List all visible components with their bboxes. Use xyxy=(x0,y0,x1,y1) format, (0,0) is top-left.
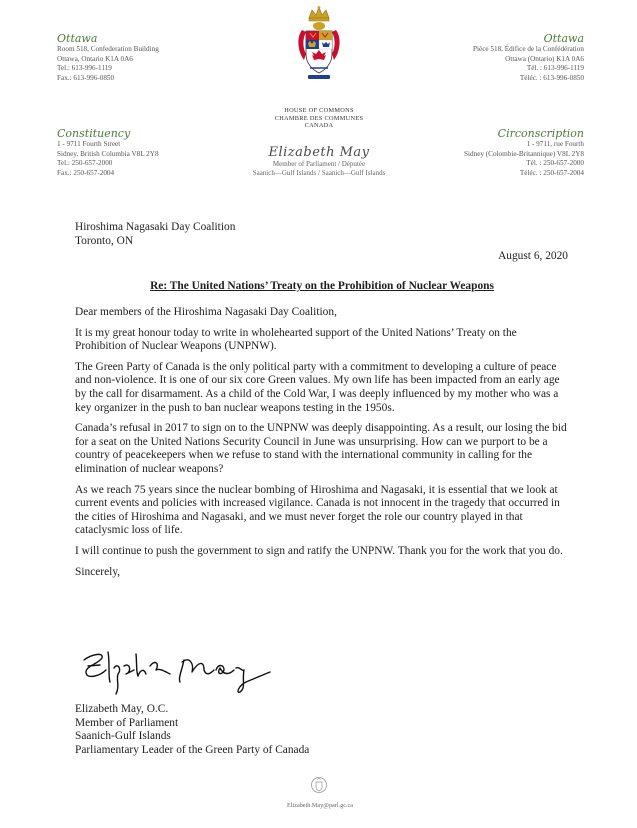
signature-line: Parliamentary Leader of the Green Party of Canada xyxy=(75,743,310,756)
body-paragraph: It is my great honour today to write in wholehearted support of the United Nations’ Treaty on the Prohibition of Nuclear Weapons (UNPNW). xyxy=(75,326,517,353)
right-office-line: Tél. : 613-996-1119 xyxy=(526,64,584,73)
coat-of-arms-icon xyxy=(292,4,346,86)
right-constituency-line: Tél. : 250-657-2000 xyxy=(526,159,584,168)
handwritten-signature xyxy=(74,640,284,698)
right-constituency-line: 1 - 9711, rue Fourth xyxy=(526,140,584,148)
crest-caption xyxy=(244,107,394,130)
salutation: Dear members of the Hiroshima Nagasaki Day Coalition, xyxy=(75,306,337,318)
crest-line: CANADA xyxy=(304,122,334,130)
right-office-line: Pièce 518, Édifice de la Confédération xyxy=(473,45,584,53)
member-name: Elizabeth May xyxy=(268,145,370,160)
recipient-name: Hiroshima Nagasaki Day Coalition xyxy=(75,221,236,233)
right-office-line: Téléc. : 613-996-0850 xyxy=(519,73,584,82)
right-constituency-line: Téléc. : 250-657-2004 xyxy=(519,168,584,177)
letter-date: August 6, 2020 xyxy=(498,250,568,262)
footer-email: Elizabeth.May@parl.gc.ca xyxy=(287,802,353,809)
closing: Sincerely, xyxy=(75,565,121,578)
right-constituency-title: Circonscription xyxy=(497,127,584,140)
member-title: Member of Parliament / Députée xyxy=(272,160,366,168)
body-paragraph: As we reach 75 years since the nuclear bombing of Hiroshima and Nagasaki, it is essential that we look at current events and policies with increased vigilance. Canada is not innocent in the tragedy that occurred in the cities of Hiroshima and Nagasaki, and we must never forget the role our country played in that cataclysmic loss of life. xyxy=(75,483,560,537)
left-office-line: Room 518, Confederation Building xyxy=(57,45,159,53)
letter-subject: Re: The United Nations’ Treaty on the Prohibition of Nuclear Weapons xyxy=(150,280,494,292)
body-paragraph: Canada’s refusal in 2017 to sign on to the UNPNW was deeply disappointing. As a result, our losing the bid for a seat on the United Nations Security Council in June was unsurprising. How can we purport to be a country of peacekeepers when we refuse to stand with the international community in calling for the elimination of nuclear weapons? xyxy=(75,422,567,475)
footer-crest-icon xyxy=(310,776,328,796)
signature-line: Member of Parliament xyxy=(75,716,179,729)
left-constituency-line: Sidney, British Columbia V8L 2Y8 xyxy=(57,149,159,158)
left-constituency-block xyxy=(57,128,247,178)
left-constituency-title: Constituency xyxy=(57,127,131,140)
left-office-line: Ottawa, Ontario K1A 0A6 xyxy=(57,54,133,63)
left-office-block xyxy=(57,33,237,83)
letter-body xyxy=(75,306,569,579)
crest-line: CHAMBRE DES COMMUNES xyxy=(274,114,364,122)
left-constituency-line: Tel.: 250-657-2000 xyxy=(57,159,113,168)
left-constituency-line: 1 - 9711 Fourth Street xyxy=(57,140,121,148)
right-office-line: Ottawa (Ontario) K1A 0A6 xyxy=(505,54,584,63)
left-office-line: Tel.: 613-996-1119 xyxy=(57,64,112,73)
right-office-block xyxy=(400,33,584,83)
recipient-city: Toronto, ON xyxy=(75,234,134,247)
left-office-title: Ottawa xyxy=(57,32,98,45)
left-constituency-line: Fax.: 250-657-2004 xyxy=(57,168,115,177)
body-paragraph: The Green Party of Canada is the only political party with a commitment to developing a culture of peace and non-violence. It is one of our six core Green values. My own life has been impacted from an early age by the call for disarmament. As a child of the Cold War, I was deeply influenced by my mother who was a key organizer in the push to ban nuclear weapons testing in the 1950s. xyxy=(75,360,560,414)
right-office-title: Ottawa xyxy=(543,32,584,45)
signature-line: Saanich-Gulf Islands xyxy=(75,730,171,743)
signature-line: Elizabeth May, O.C. xyxy=(75,703,169,715)
member-block xyxy=(234,145,404,177)
left-office-line: Fax.: 613-996-0850 xyxy=(57,73,115,82)
right-constituency-block xyxy=(394,128,584,178)
crest-line: HOUSE OF COMMONS xyxy=(284,107,354,114)
signature-block xyxy=(75,703,455,757)
recipient-block xyxy=(75,221,375,248)
member-riding: Saanich—Gulf Islands / Saanich—Gulf Islands xyxy=(252,168,386,177)
right-constituency-line: Sidney (Colombie-Britannique) V8L 2Y8 xyxy=(464,149,584,158)
body-paragraph: I will continue to push the government to sign and ratify the UNPNW. Thank you for the work that you do. xyxy=(75,544,563,557)
